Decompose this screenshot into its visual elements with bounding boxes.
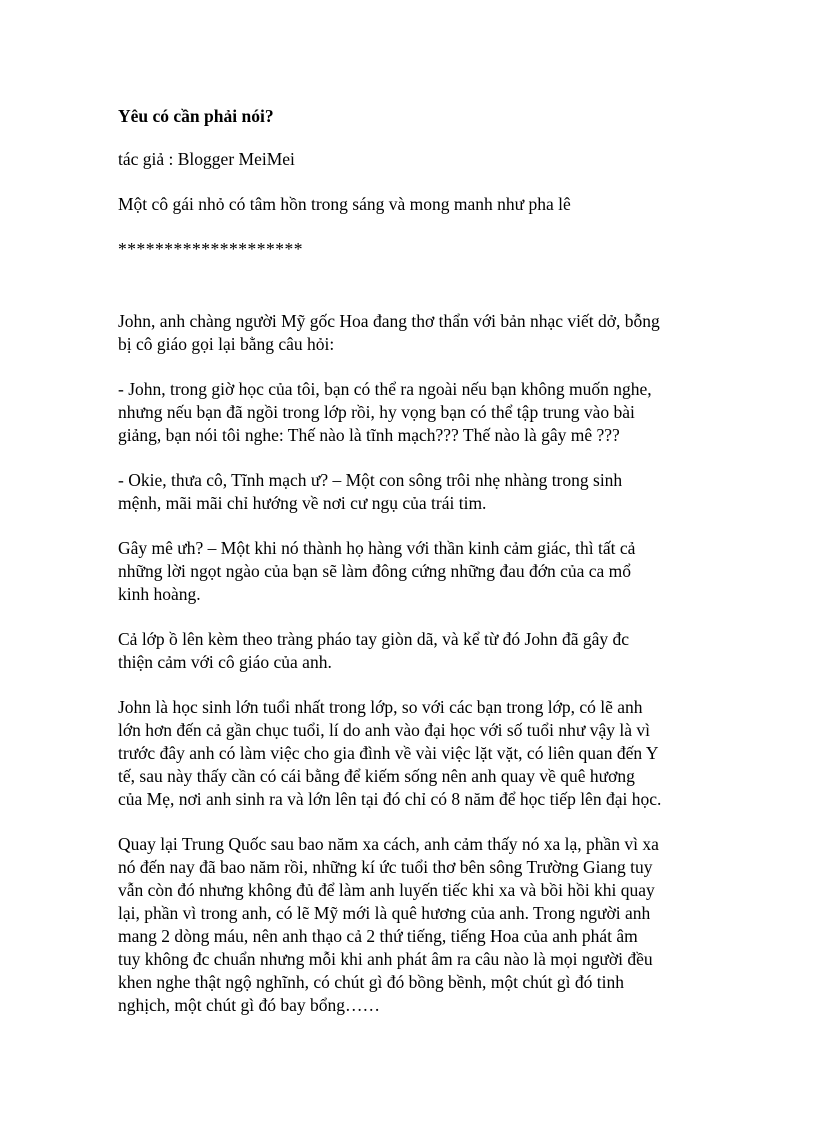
paragraph-line: giảng, bạn nói tôi nghe: Thế nào là tĩnh mạch??? Thế nào là gây mê ??? [118, 425, 620, 445]
paragraph-line: mệnh, mãi mãi chỉ hướng về nơi cư ngụ của trái tim. [118, 493, 487, 513]
paragraph-line: - John, trong giờ học của tôi, bạn có thể ra ngoài nếu bạn không muốn nghe, [118, 379, 652, 399]
paragraph-line: Gây mê ưh? – Một khi nó thành họ hàng với thần kinh cảm giác, thì tất cả [118, 538, 636, 558]
paragraph-line: tuy không đc chuẩn nhưng mỗi khi anh phát âm ra câu nào là mọi người đều [118, 949, 653, 969]
paragraph-line: bị cô giáo gọi lại bằng câu hỏi: [118, 334, 335, 354]
paragraph-line: khen nghe thật ngộ nghĩnh, có chút gì đó bồng bềnh, một chút gì đó tinh [118, 972, 624, 992]
paragraph-line: trước đây anh có làm việc cho gia đình về vài việc lặt vặt, có liên quan đến Y [118, 743, 659, 763]
paragraph-line: những lời ngọt ngào của bạn sẽ làm đông cứng những đau đớn của ca mổ [118, 561, 632, 581]
author-line: tác giả : Blogger MeiMei [118, 149, 295, 169]
subtitle-line: Một cô gái nhỏ có tâm hồn trong sáng và mong manh như pha lê [118, 194, 571, 214]
paragraph-line: tế, sau này thấy cần có cái bằng để kiếm sống nên anh quay về quê hương [118, 766, 635, 786]
paragraph-line: John, anh chàng người Mỹ gốc Hoa đang thơ thẩn với bản nhạc viết dở, bỗng [118, 311, 660, 331]
paragraph-line: vẫn còn đó nhưng không đủ để làm anh luyến tiếc khi xa và bồi hồi khi quay [118, 880, 655, 900]
paragraph-line: nhưng nếu bạn đã ngồi trong lớp rồi, hy vọng bạn có thể tập trung vào bài [118, 402, 635, 422]
paragraph-line: lại, phần vì trong anh, có lẽ Mỹ mới là quê hương của anh. Trong người anh [118, 903, 651, 923]
paragraph-line: kinh hoàng. [118, 584, 201, 604]
paragraph-line: Cả lớp ồ lên kèm theo tràng pháo tay giòn dã, và kể từ đó John đã gây đc [118, 629, 630, 649]
paragraph-line: lớn hơn đến cả gần chục tuổi, lí do anh vào đại học với số tuổi như vậy là vì [118, 720, 650, 740]
paragraph-line: nó đến nay đã bao năm rồi, những kí ức tuổi thơ bên sông Trường Giang tuy [118, 857, 653, 877]
paragraph-line: - Okie, thưa cô, Tĩnh mạch ư? – Một con sông trôi nhẹ nhàng trong sinh [118, 470, 623, 490]
paragraph-line: John là học sinh lớn tuổi nhất trong lớp, so với các bạn trong lớp, có lẽ anh [118, 697, 643, 717]
separator-line: ******************** [118, 239, 303, 259]
paragraph-line: mang 2 dòng máu, nên anh thạo cả 2 thứ tiếng, tiếng Hoa của anh phát âm [118, 926, 638, 946]
paragraph-line: của Mẹ, nơi anh sinh ra và lớn lên tại đó chỉ có 8 năm để học tiếp lên đại học. [118, 789, 662, 809]
paragraph-line: nghịch, một chút gì đó bay bổng…… [118, 995, 380, 1015]
paragraph-line: thiện cảm với cô giáo của anh. [118, 652, 332, 672]
document-title: Yêu có cần phải nói? [118, 106, 274, 126]
paragraph-line: Quay lại Trung Quốc sau bao năm xa cách, anh cảm thấy nó xa lạ, phần vì xa [118, 834, 659, 854]
